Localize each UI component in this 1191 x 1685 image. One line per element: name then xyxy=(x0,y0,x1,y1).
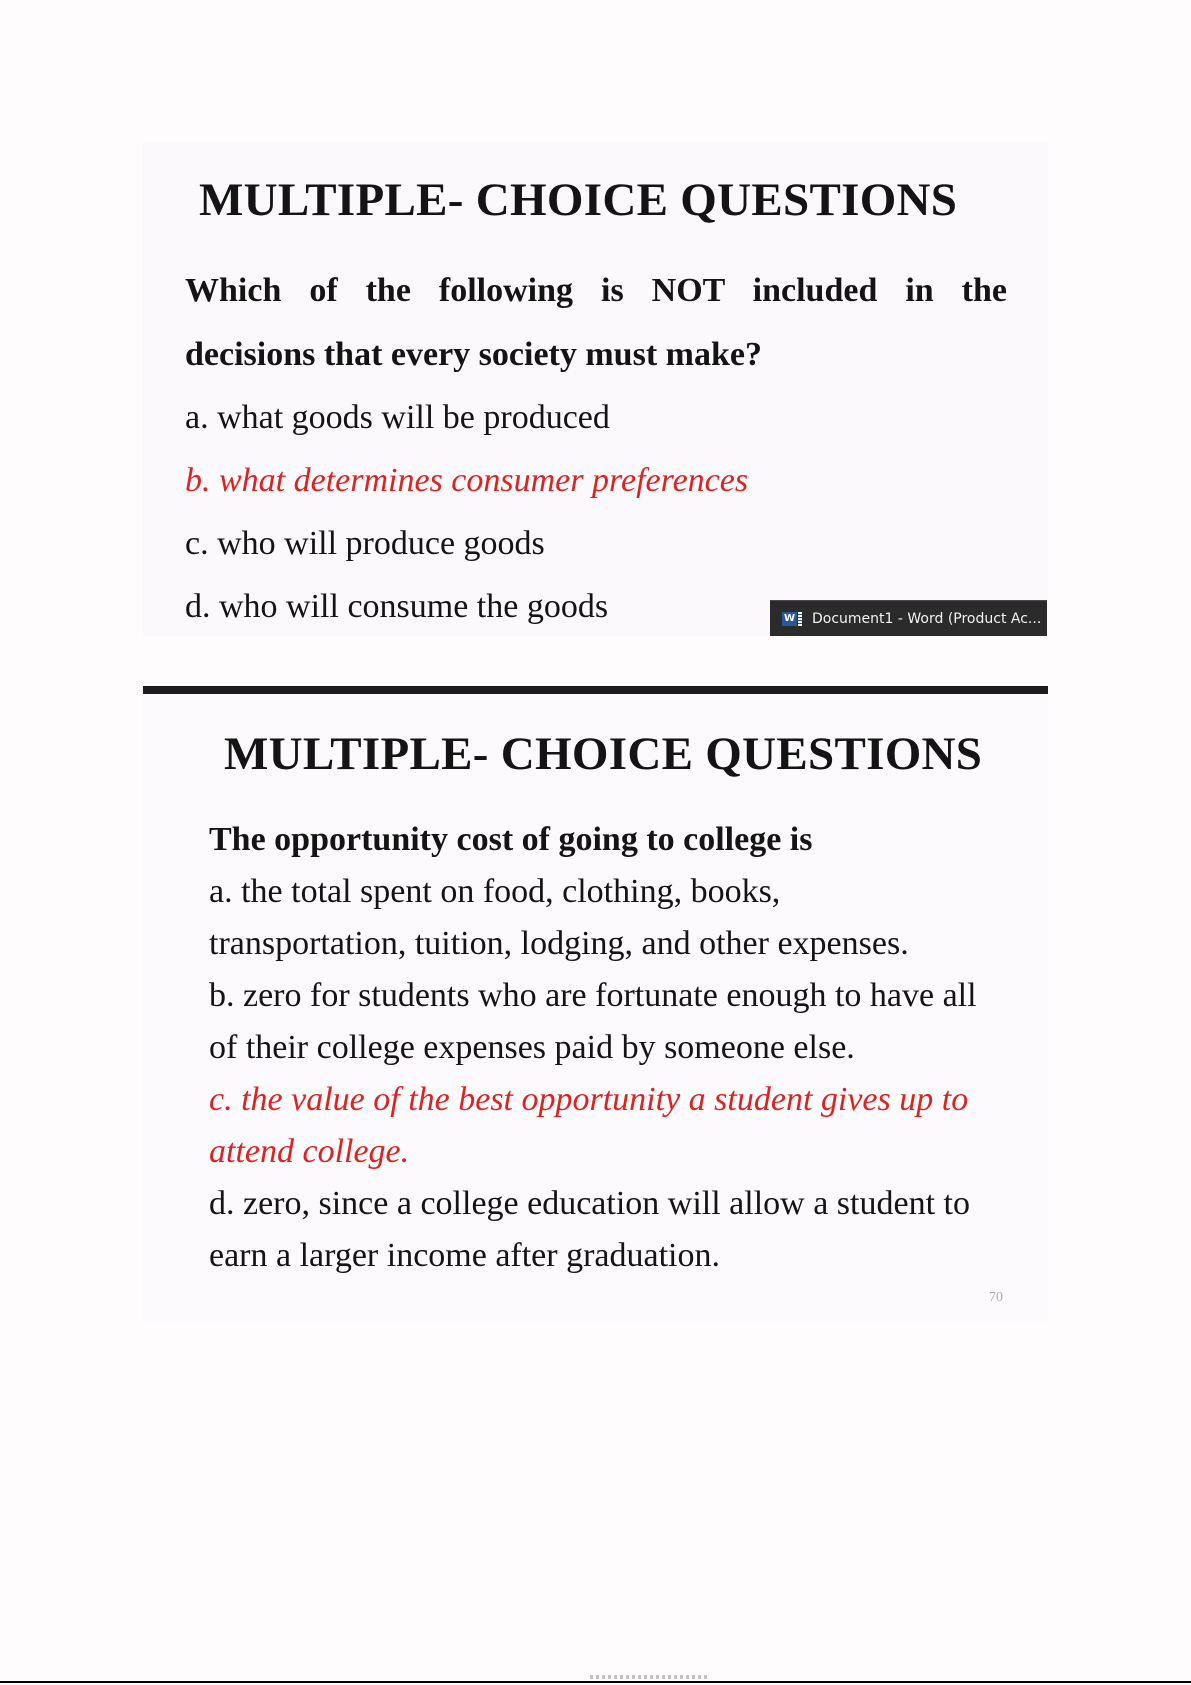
slide-1-option-d: d. who will consume the goods xyxy=(185,588,609,625)
slide-1-option-a: a. what goods will be produced xyxy=(185,399,610,436)
slide-2-question: The opportunity cost of going to college is xyxy=(209,821,813,858)
footer-mark xyxy=(590,1675,710,1679)
slide-1-question-line-2: decisions that every society must make? xyxy=(185,336,762,373)
slide-1-option-c: c. who will produce goods xyxy=(185,525,545,562)
taskbar-label: Document1 - Word (Product Ac... xyxy=(812,610,1042,627)
page-number: 70 xyxy=(989,1290,1003,1305)
page-bottom-rule xyxy=(0,1681,1191,1683)
slide-divider xyxy=(143,686,1048,694)
slide-1-question-line-1: Which of the following is NOT included in the xyxy=(185,272,1007,309)
word-icon: W xyxy=(782,610,802,628)
slide-2-option-a-line-1: a. the total spent on food, clothing, books, xyxy=(209,873,781,910)
slide-2-option-d-line-2: earn a larger income after graduation. xyxy=(209,1237,720,1274)
slide-2-option-b-line-1: b. zero for students who are fortunate enough to have all xyxy=(209,977,977,1014)
slide-2-option-c-line-1-correct: c. the value of the best opportunity a student gives up to xyxy=(209,1081,969,1118)
slide-1-option-b-correct: b. what determines consumer preferences xyxy=(185,462,749,499)
slide-1 xyxy=(143,143,1048,636)
slide-2-option-b-line-2: of their college expenses paid by someone else. xyxy=(209,1029,855,1066)
slide-2-title: MULTIPLE- CHOICE QUESTIONS xyxy=(224,728,983,780)
slide-1-title: MULTIPLE- CHOICE QUESTIONS xyxy=(199,174,958,226)
slide-2 xyxy=(143,694,1048,1324)
slide-2-option-a-line-2: transportation, tuition, lodging, and other expenses. xyxy=(209,925,909,962)
slide-2-option-c-line-2-correct: attend college. xyxy=(209,1133,410,1170)
taskbar-word-button[interactable] xyxy=(770,600,1047,636)
slide-2-option-d-line-1: d. zero, since a college education will allow a student to xyxy=(209,1185,970,1222)
